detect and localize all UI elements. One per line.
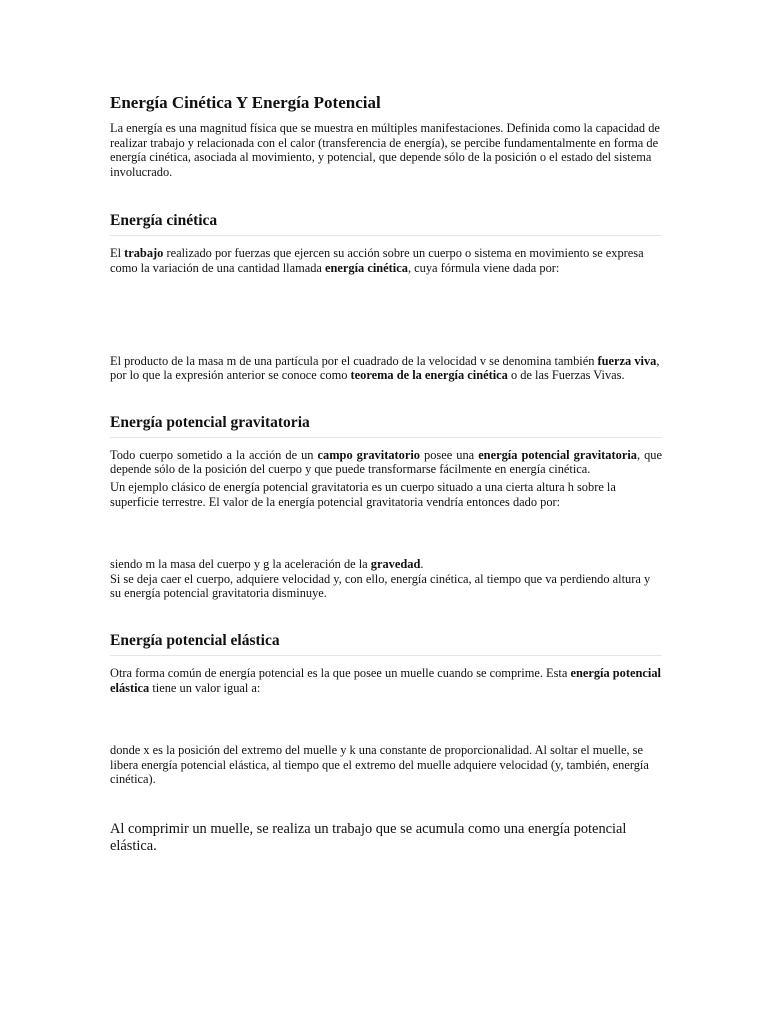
text-run: posee una (419, 447, 479, 462)
text-run: , que depende sólo de la posición del cuerpo y que puede transformarse fácilmente en energía cinética. (110, 447, 662, 477)
text-run: El producto de la masa m de una partícula por el cuadrado de la velocidad v se denomina también (110, 353, 598, 368)
term-energia-potencial-gravitatoria: energía potencial gravitatoria (478, 447, 637, 462)
text-run: , por lo que la expresión anterior se conoce como (110, 353, 660, 383)
kinetic-paragraph-1 (110, 246, 662, 275)
gravitational-paragraph-3 (110, 557, 662, 572)
term-energia-potencial-elastica: energía potencial elástica (110, 665, 661, 695)
text-run: . (420, 557, 424, 572)
term-teorema: teorema de la energía cinética (350, 368, 508, 383)
term-trabajo: trabajo (124, 246, 164, 261)
text-run: , cuya fórmula viene dada por: (407, 260, 560, 275)
text-run: o de las Fuerzas Vivas. (507, 368, 625, 383)
text-run: Otra forma común de energía potencial es la que posee un muelle cuando se comprime. Esta (110, 665, 571, 680)
term-campo-gravitatorio: campo gravitatorio (317, 447, 420, 462)
text-run: Todo cuerpo sometido a la acción de un (110, 447, 318, 462)
gravitational-paragraph-1 (110, 448, 662, 477)
kinetic-formula-area (110, 276, 662, 354)
elastic-formula-area (110, 695, 662, 743)
kinetic-section (110, 211, 662, 382)
gravitational-paragraph-4: Si se deja caer el cuerpo, adquiere velocidad y, con ello, energía cinética, al tiempo que va perdiendo altura y su energía potencial gravitatoria disminuye. (110, 571, 651, 601)
elastic-paragraph-2: donde x es la posición del extremo del muelle y k una constante de proporcionalidad. Al soltar el muelle, se libera energía potencial elástica, al tiempo que el extremo del muelle adquiere velocidad (y, también, energía cinética). (110, 743, 649, 787)
document-page (110, 92, 662, 855)
elastic-section (110, 631, 662, 855)
term-gravedad: gravedad (370, 557, 421, 572)
kinetic-heading: Energía cinética (110, 211, 662, 236)
text-run: siendo m la masa del cuerpo y g la aceleración de la (110, 557, 371, 572)
kinetic-paragraph-2 (110, 354, 662, 383)
gravitational-paragraph-2: Un ejemplo clásico de energía potencial gravitatoria es un cuerpo situado a una cierta altura h sobre la superficie terrestre. El valor de la energía potencial gravitatoria vendría entonces dado por: (110, 479, 616, 509)
text-run: realizado por fuerzas que ejercen su acción sobre un cuerpo o sistema en movimiento se expresa como la variación de una cantidad llamada (110, 246, 644, 275)
text-run: tiene un valor igual a: (149, 680, 261, 695)
document-title: Energía Cinética Y Energía Potencial (110, 93, 381, 112)
term-fuerza-viva: fuerza viva (597, 353, 657, 368)
gravitational-section (110, 413, 662, 601)
term-energia-cinetica: energía cinética (325, 260, 408, 275)
text-run: El (110, 246, 125, 261)
intro-paragraph: La energía es una magnitud física que se muestra en múltiples manifestaciones. Definida como la capacidad de realizar trabajo y relacionada con el calor (transferencia de energía), se percibe fundamentalmente en forma de energía cinética, asociada al movimiento, y potencial, que depende sólo de la posición o el estado del sistema involucrado. (110, 121, 660, 179)
gravitational-formula-area (110, 509, 662, 557)
gravitational-heading: Energía potencial gravitatoria (110, 413, 662, 438)
elastic-paragraph-3: Al comprimir un muelle, se realiza un trabajo que se acumula como una energía potencial elástica. (110, 820, 627, 854)
elastic-heading: Energía potencial elástica (110, 631, 662, 656)
elastic-paragraph-1 (110, 666, 662, 695)
